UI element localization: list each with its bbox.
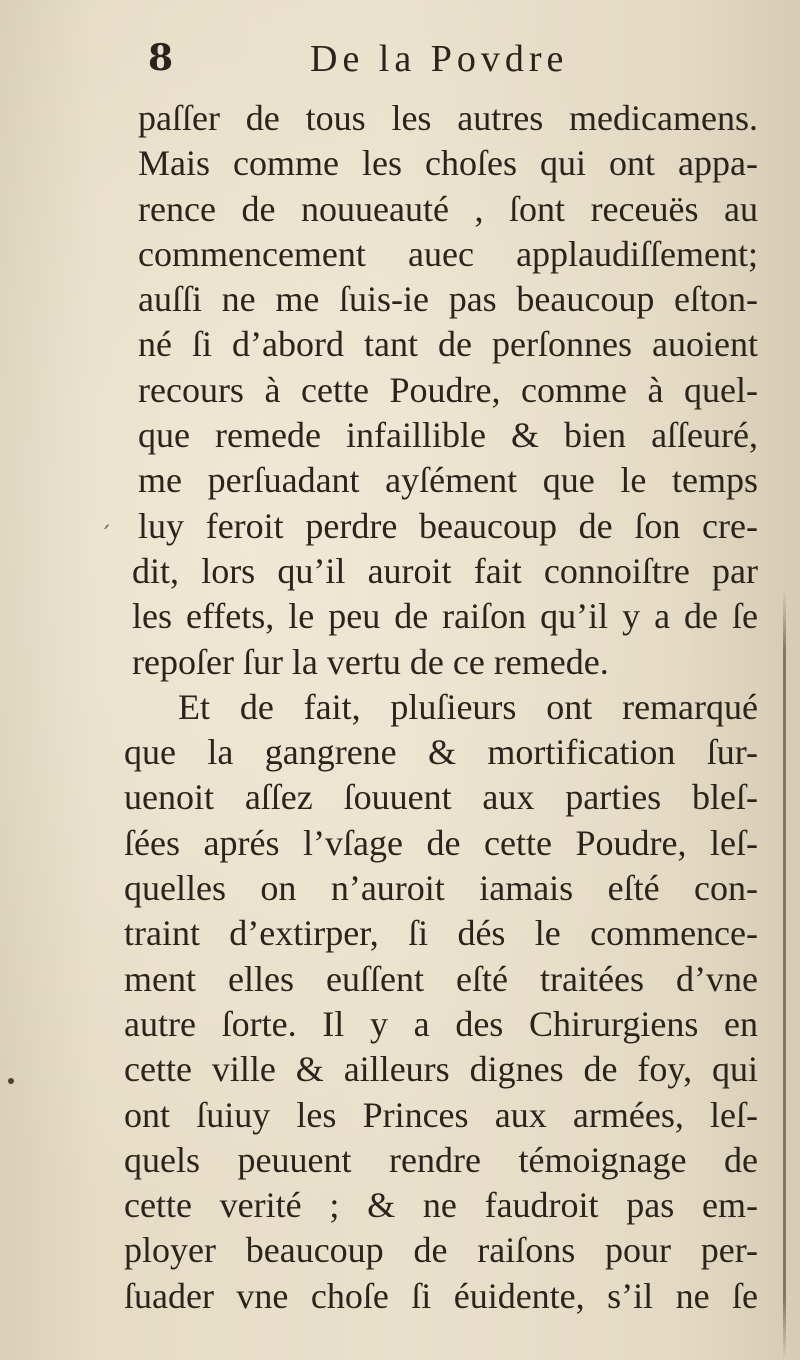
binding-gutter-shadow	[783, 590, 786, 1360]
text-line: rence de nouueauté , ſont receuës au	[138, 188, 758, 229]
body-text	[118, 96, 758, 1319]
text-line: cette ville & ailleurs dignes de foy, qui	[124, 1049, 758, 1090]
text-line: que remede infaillible & bien aſſeuré,	[138, 415, 758, 456]
text-line: ſuader vne choſe ſi éuidente, s’il ne ſe	[124, 1275, 758, 1316]
text-line: Mais comme les choſes qui ont appa-	[138, 143, 758, 184]
text-line: traint d’extirper, ſi dés le commence-	[124, 913, 758, 954]
text-line: luy feroit perdre beaucoup de ſon cre-	[138, 505, 758, 546]
text-line: ſées aprés l’vſage de cette Poudre, leſ-	[124, 822, 758, 863]
text-line: quels peuuent rendre témoignage de	[124, 1139, 758, 1180]
text-line: auſſi ne me ſuis-ie pas beaucoup eſton-	[138, 279, 758, 320]
paragraph-start-line: Et de fait, pluſieurs ont remarqué	[178, 686, 758, 727]
margin-mark: ˊ	[100, 524, 111, 549]
page-header	[148, 36, 668, 86]
text-line: commencement auec applaudiſſement;	[138, 233, 758, 274]
text-line: né ſi d’abord tant de perſonnes auoient	[138, 324, 758, 365]
text-line: dit, lors qu’il auroit fait connoiſtre par	[132, 550, 758, 591]
text-line: quelles on n’auroit iamais eſté con-	[124, 868, 758, 909]
text-line: les effets, le peu de raiſon qu’il y a de ſe	[132, 596, 758, 637]
text-line: repoſer ſur la vertu de ce remede.	[132, 641, 609, 682]
text-line: que la gangrene & mortification ſur-	[124, 732, 758, 773]
text-line: paſſer de tous les autres medicamens.	[138, 98, 758, 138]
text-line: uenoit aſſez ſouuent aux parties bleſ-	[124, 777, 758, 818]
running-head: De la Povdre	[310, 38, 569, 80]
text-line: me perſuadant ayſément que le temps	[138, 460, 758, 501]
page-number: 8	[148, 37, 174, 79]
text-line: ment elles euſſent eſté traitées d’vne	[124, 958, 758, 999]
margin-dot	[8, 1078, 14, 1084]
text-line: cette verité ; & ne faudroit pas em-	[124, 1185, 758, 1226]
text-line: ont ſuiuy les Princes aux armées, leſ-	[124, 1094, 758, 1135]
text-line: autre ſorte. Il y a des Chirurgiens en	[124, 1003, 758, 1044]
text-line: recours à cette Poudre, comme à quel-	[138, 369, 758, 410]
text-line: ployer beaucoup de raiſons pour per-	[124, 1230, 758, 1271]
